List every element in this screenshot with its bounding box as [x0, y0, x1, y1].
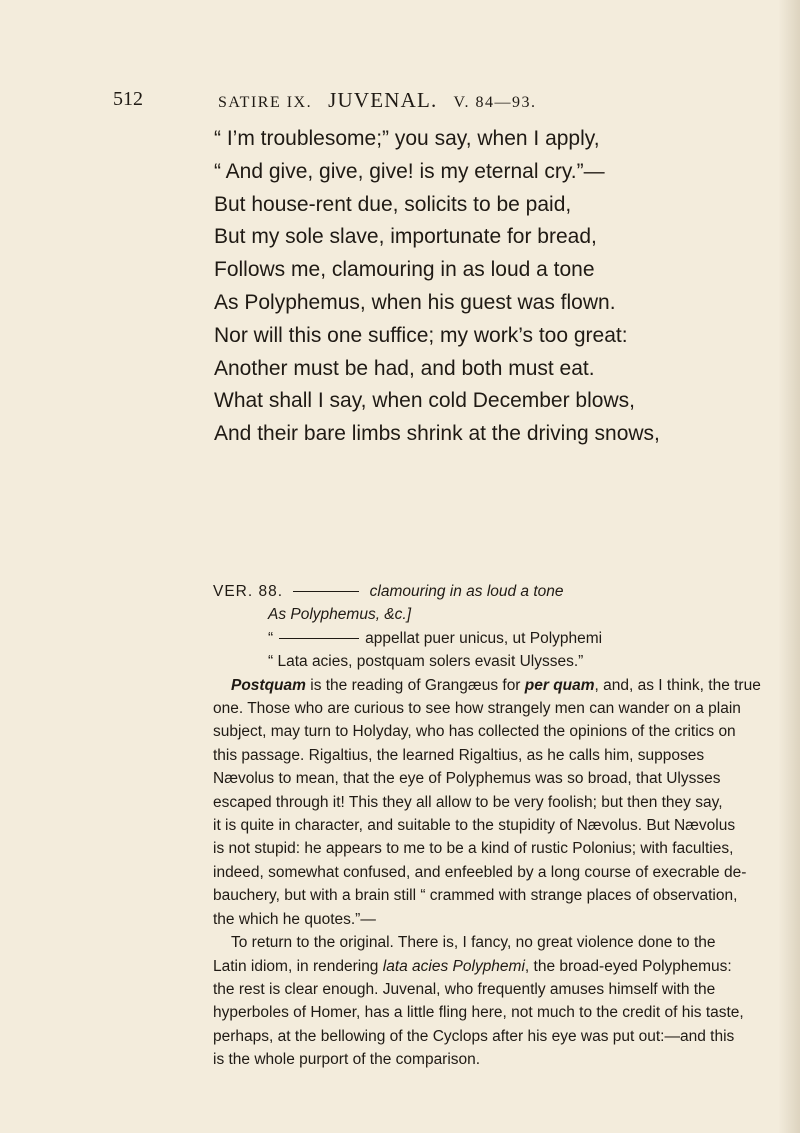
note-text-line	[213, 814, 777, 837]
note-text-line	[213, 720, 777, 743]
note-text-line	[213, 837, 777, 860]
verse-line: As Polyphemus, when his guest was flown.	[214, 290, 616, 314]
note-ver-line	[213, 580, 777, 603]
note-text-line	[213, 697, 777, 720]
note-text-span: one. Those who are curious to see how strangely men can wander on a plain	[213, 700, 741, 718]
verse-line: But my sole slave, importunate for bread,	[214, 225, 597, 249]
note-text-span: , and, as I think, the true	[594, 676, 761, 694]
commentary-paragraph	[213, 674, 777, 931]
note-text-span: To return to the original. There is, I fancy, no great violence done to the	[231, 934, 716, 952]
verse-block	[214, 123, 774, 451]
verse-line: And their bare limbs shrink at the driving snows,	[214, 422, 660, 446]
note-text-span: Latin idiom, in rendering	[213, 957, 383, 975]
note-text-span: bauchery, but with a brain still “ crammed with strange places of observation,	[213, 887, 738, 905]
page-number: 512	[113, 88, 143, 110]
note-text-span: perhaps, at the bellowing of the Cyclops after his eye was put out:—and this	[213, 1027, 735, 1045]
ver-quote: clamouring in as loud a tone	[369, 583, 564, 600]
note-text-line	[213, 1025, 777, 1048]
note-text-span: is not stupid: he appears to me to be a kind of rustic Polonius; with faculties,	[213, 840, 734, 858]
commentary-paragraph	[213, 931, 777, 1071]
note-text-span: , the broad-eyed Polyphemus:	[524, 957, 732, 975]
note-text-line	[213, 978, 777, 1001]
latin-line: “ Lata acies, postquam solers evasit Ulysses.”	[268, 653, 584, 671]
note-text-span: is the whole purport of the comparison.	[213, 1051, 481, 1069]
note-text-span: Postquam	[231, 676, 306, 694]
note-text-span: this passage. Rigaltius, the learned Rigaltius, as he calls him, supposes	[213, 746, 705, 764]
verse-line: “ I’m troublesome;” you say, when I apply,	[214, 127, 600, 150]
verse-line: What shall I say, when cold December blows,	[214, 389, 635, 413]
header-author: JUVENAL.	[328, 88, 438, 112]
note-text-line	[213, 674, 777, 697]
note-text-span: hyperboles of Homer, has a little fling here, not much to the credit of his taste,	[213, 1004, 744, 1022]
latin-line: “ appellat puer unicus, ut Polyphemi	[268, 629, 603, 647]
verse-line: But house-rent due, solicits to be paid,	[214, 192, 572, 216]
note-text-line	[213, 767, 777, 790]
ver-label: VER. 88.	[213, 583, 284, 600]
running-header	[218, 88, 536, 113]
verse-line: Follows me, clamouring in as loud a tone	[214, 258, 595, 282]
note-text-span: it is quite in character, and suitable to the stupidity of Nævolus. But Nævolus	[213, 817, 736, 835]
note-text-span: lata acies Polyphemi	[382, 957, 525, 975]
note-text-span: the which he quotes.”—	[213, 910, 376, 928]
note-text-line	[213, 1001, 777, 1024]
dash-rule	[293, 591, 359, 592]
verse-line: “ And give, give, give! is my eternal cry.”—	[214, 159, 605, 183]
note-text-line	[213, 931, 777, 954]
note-text-span: Nævolus to mean, that the eye of Polyphemus was so broad, that Ulysses	[213, 770, 721, 788]
note-text-span: per quam	[524, 676, 595, 694]
note-text-span: escaped through it! This they all allow to be very foolish; but then they say,	[213, 793, 723, 811]
ver-quote-continued: As Polyphemus, &c.]	[268, 606, 412, 624]
note-text-line	[213, 1048, 777, 1071]
note-text-line	[213, 955, 777, 978]
note-text-line	[213, 744, 777, 767]
header-satire: SATIRE IX.	[218, 94, 313, 111]
note-text-line	[213, 861, 777, 884]
notes-block	[213, 580, 777, 1072]
note-text-line	[213, 908, 777, 931]
latin-text: appellat puer unicus, ut Polyphemi	[365, 629, 603, 647]
note-text-span: is the reading of Grangæus for	[305, 676, 525, 694]
note-text-span: subject, may turn to Holyday, who has collected the opinions of the critics on	[213, 723, 736, 741]
header-verses: V. 84—93.	[453, 94, 537, 111]
note-text-span: indeed, somewhat confused, and enfeebled by a long course of execrable de-	[213, 863, 747, 881]
verse-line: Another must be had, and both must eat.	[214, 356, 595, 380]
note-text-line	[213, 791, 777, 814]
note-text-span: the rest is clear enough. Juvenal, who frequently amuses himself with the	[213, 980, 716, 998]
page-edge-shadow	[778, 0, 800, 1133]
dash-rule	[279, 638, 359, 639]
note-text-line	[213, 884, 777, 907]
verse-line: Nor will this one suffice; my work’s too great:	[214, 323, 628, 347]
